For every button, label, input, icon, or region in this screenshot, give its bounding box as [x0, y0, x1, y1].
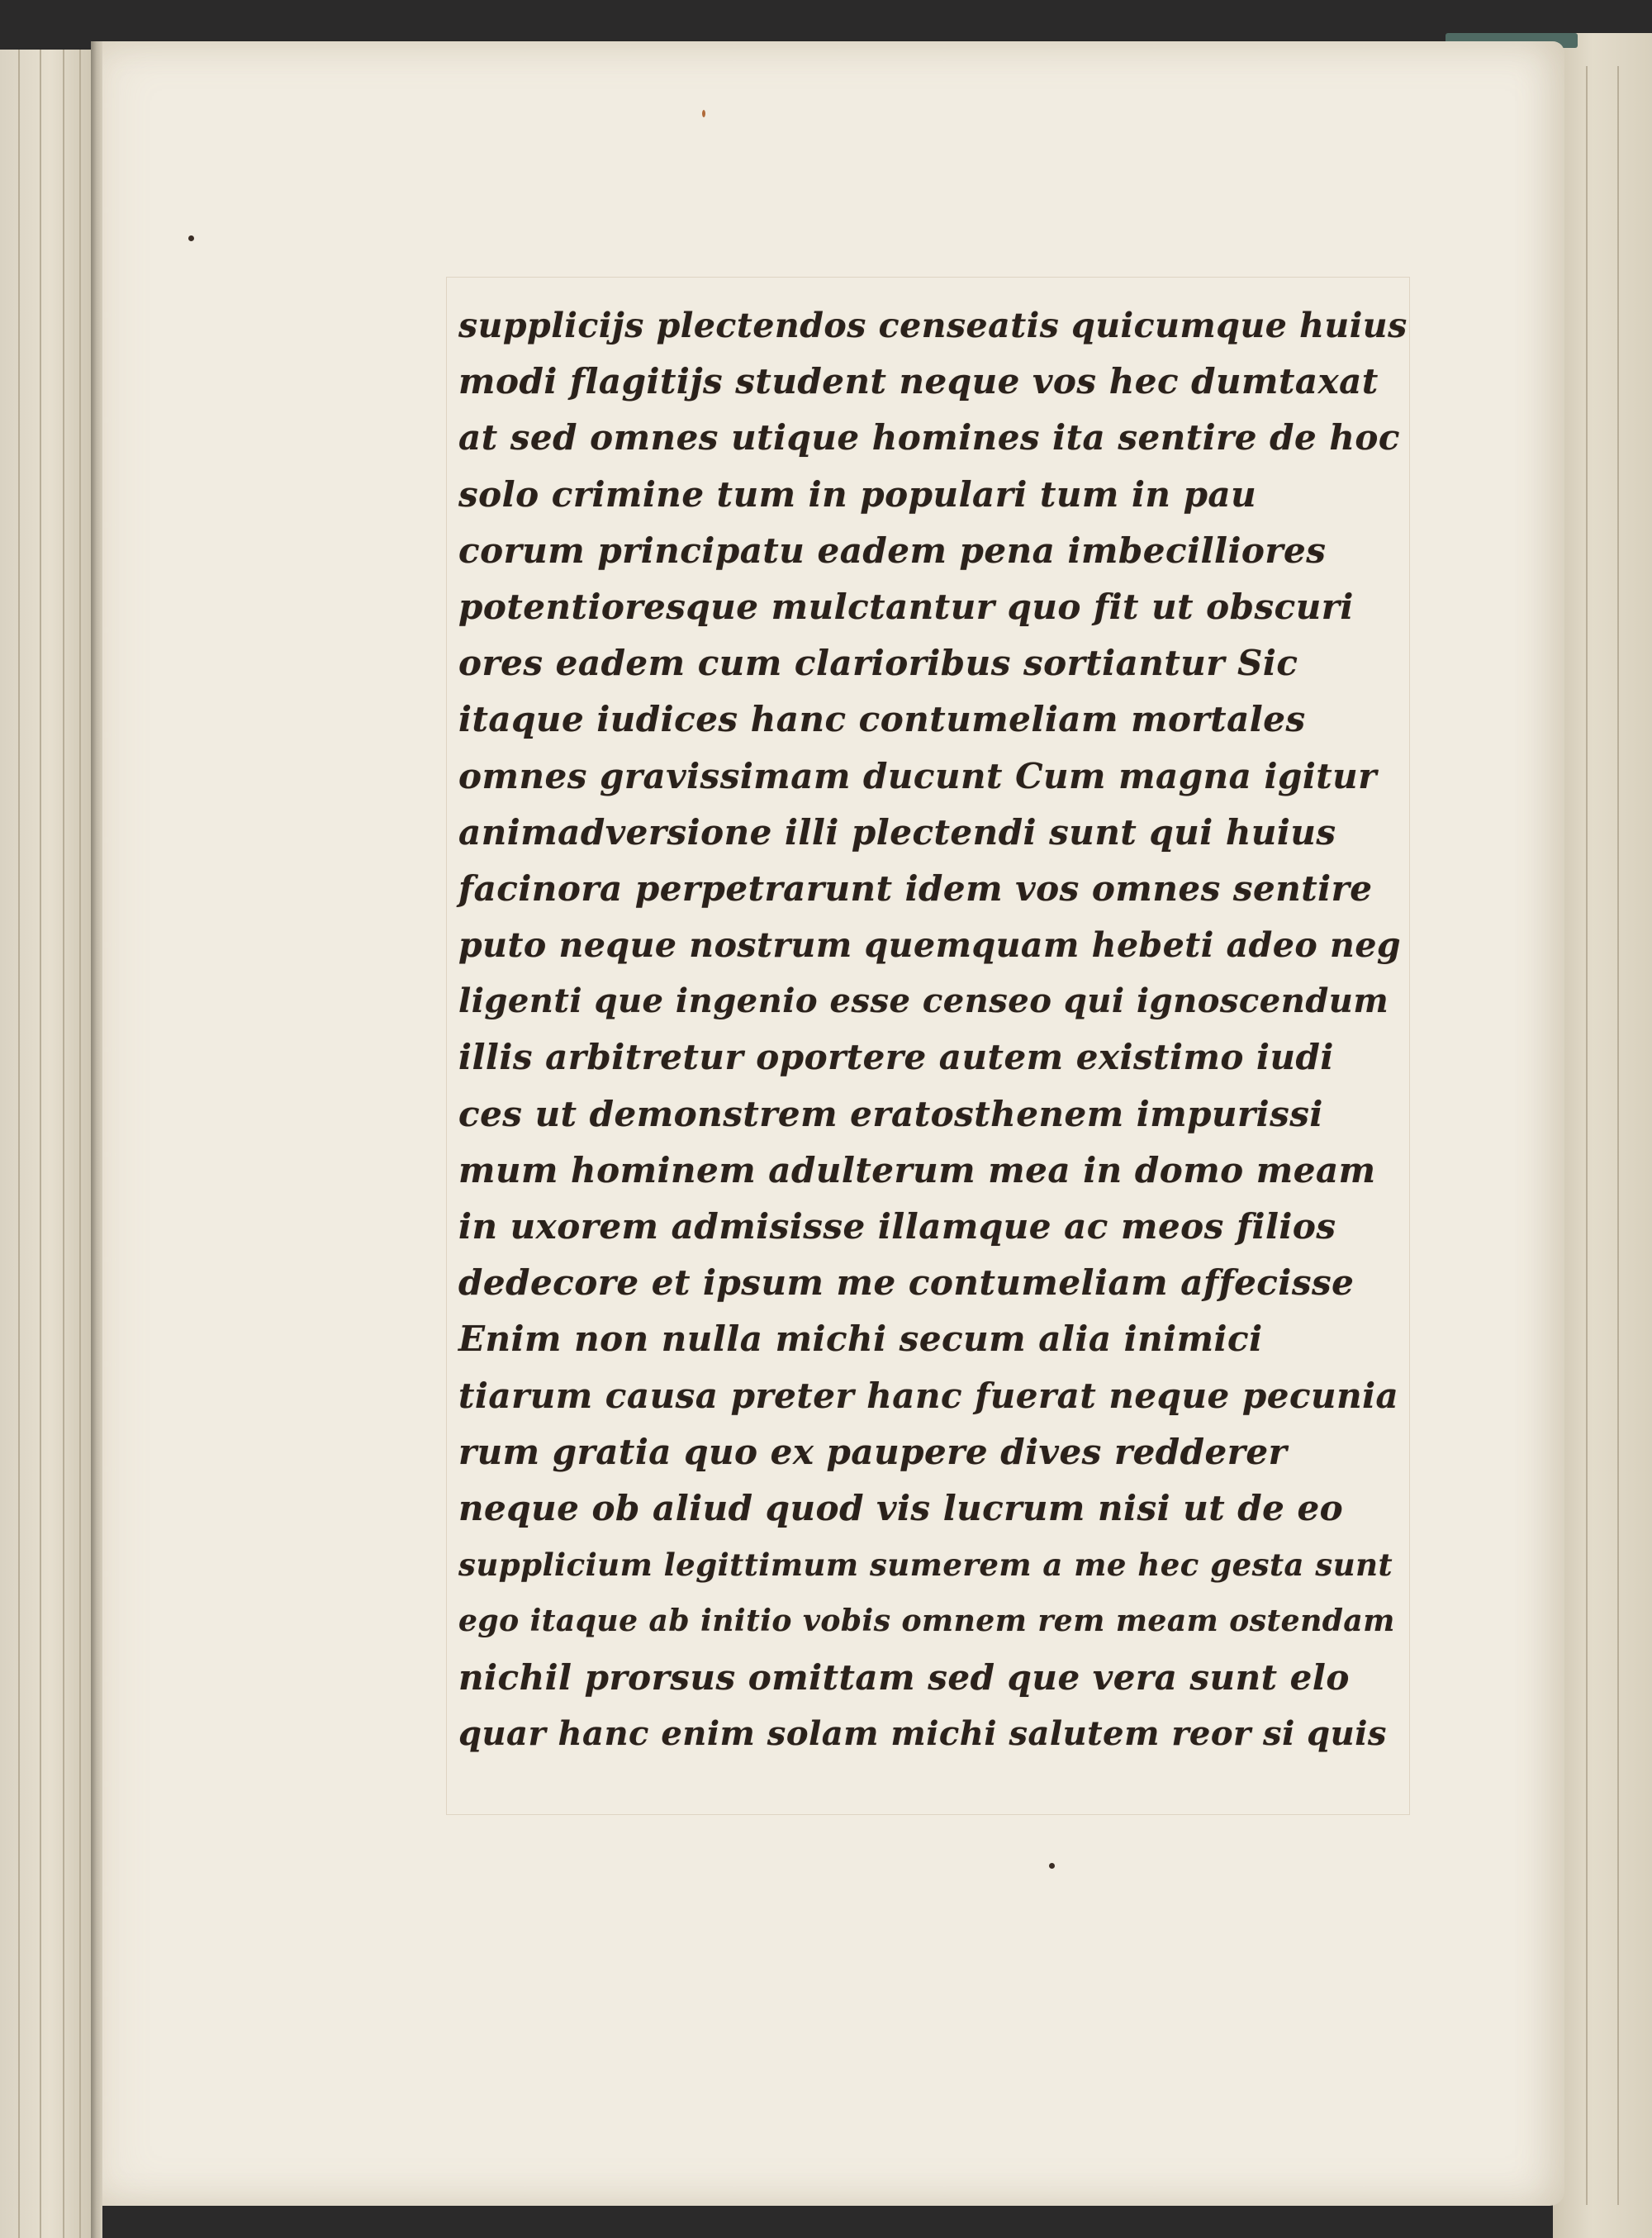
text-line: ligenti que ingenio esse censeo qui ignoscendum	[458, 981, 1389, 1021]
manuscript-text-block	[458, 297, 1408, 1817]
text-line: ego itaque ab initio vobis omnem rem meam ostendam	[458, 1604, 1395, 1639]
text-line: rum gratia quo ex paupere dives redderer	[458, 1431, 1288, 1472]
page-edge	[18, 50, 20, 2238]
text-line: tiarum causa preter hanc fuerat neque pecunia	[458, 1375, 1399, 1416]
text-line: illis arbitretur oportere autem existimo iudi	[458, 1037, 1334, 1078]
text-line: Enim non nulla michi secum alia inimici	[458, 1319, 1263, 1360]
underlying-page	[1553, 33, 1652, 2238]
text-line: facinora perpetrarunt idem vos omnes sentire	[458, 867, 1373, 909]
page-edge	[63, 50, 64, 2238]
page-edge	[1617, 66, 1619, 2205]
text-line: omnes gravissimam ducunt Cum magna igitur	[458, 755, 1377, 796]
text-line: animadversione illi plectendi sunt qui huius	[458, 811, 1336, 853]
ink-dot	[188, 235, 194, 241]
ink-speck	[702, 110, 705, 117]
text-line: corum principatu eadem pena imbecilliores	[458, 530, 1327, 571]
text-line: quar hanc enim solam michi salutem reor si quis	[458, 1713, 1387, 1753]
text-line: nichil prorsus omittam sed que vera sunt elo	[458, 1656, 1350, 1698]
page-edge	[79, 50, 81, 2238]
text-line: in uxorem admisisse illamque ac meos filios	[458, 1206, 1336, 1247]
text-line: at sed omnes utique homines ita sentire de hoc	[458, 417, 1400, 459]
page-edge	[40, 50, 41, 2238]
book-gutter	[91, 41, 102, 2238]
text-line: dedecore et ipsum me contumeliam affecisse	[458, 1262, 1355, 1304]
text-line: modi flagitijs student neque vos hec dumtaxat	[458, 361, 1379, 402]
text-line: solo crimine tum in populari tum in pau	[458, 473, 1257, 515]
text-line: puto neque nostrum quemquam hebeti adeo neg	[458, 925, 1402, 966]
text-line: ces ut demonstrem eratosthenem impurissi	[458, 1093, 1323, 1134]
ink-dot	[1049, 1863, 1055, 1869]
text-line: neque ob aliud quod vis lucrum nisi ut de eo	[458, 1487, 1344, 1528]
text-line: supplicijs plectendos censeatis quicumque huius	[458, 306, 1408, 345]
text-line: supplicium legittimum sumerem a me hec gesta sunt	[458, 1547, 1393, 1584]
text-line: itaque iudices hanc contumeliam mortales	[458, 699, 1306, 740]
page-edge	[1586, 66, 1588, 2205]
text-line: mum hominem adulterum mea in domo meam	[458, 1149, 1376, 1190]
left-page-stack	[0, 50, 91, 2238]
text-line: potentioresque mulctantur quo fit ut obscuri	[458, 586, 1354, 627]
text-line: ores eadem cum clarioribus sortiantur Sic	[458, 643, 1298, 684]
